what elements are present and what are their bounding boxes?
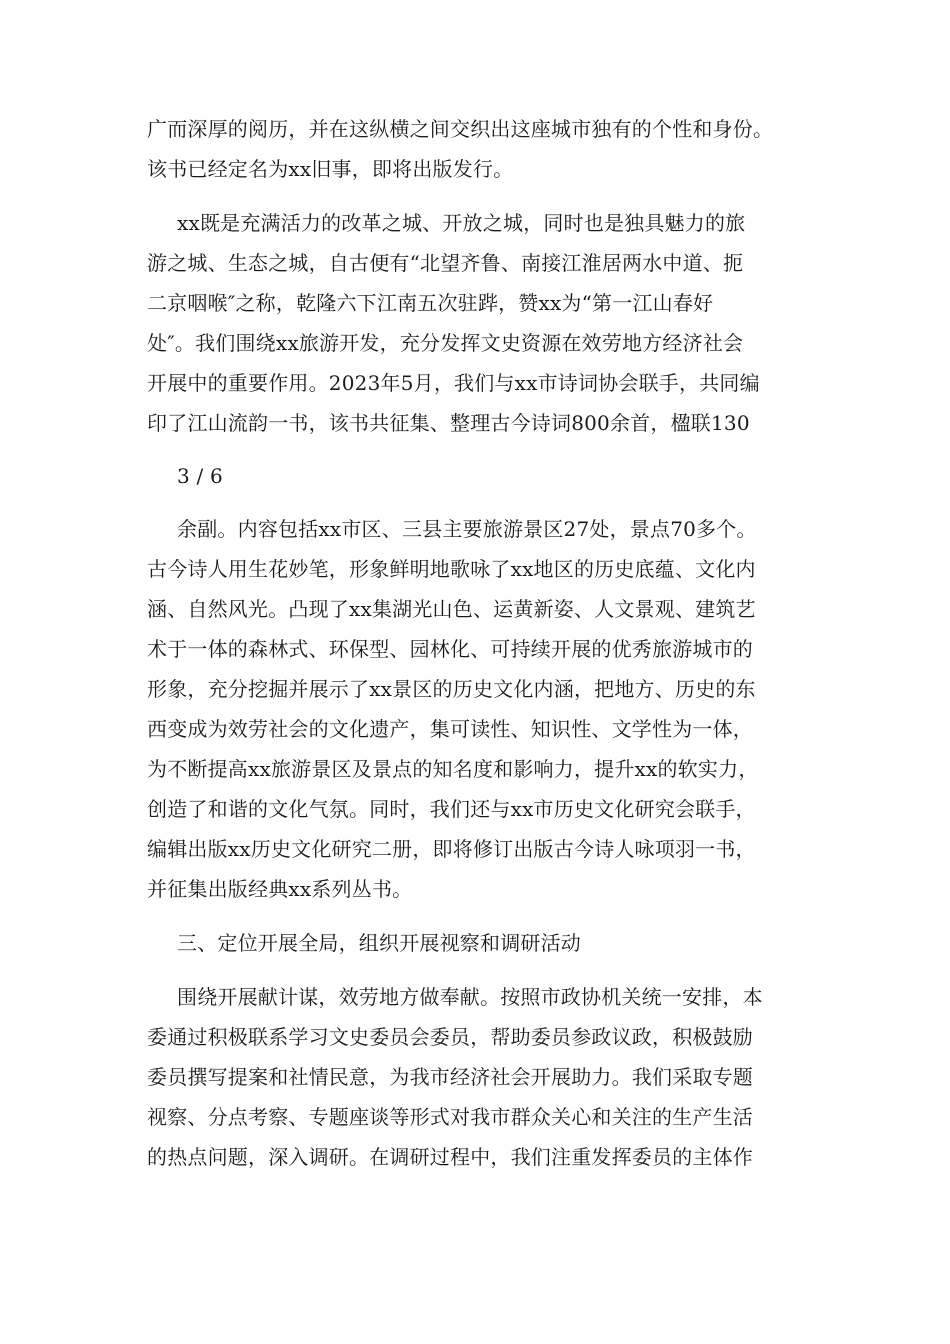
- text-line: 处″。我们围绕xx旅游开发，充分发挥文史资源在效劳地方经济社会: [147, 331, 744, 355]
- text-line: 的热点问题，深入调研。在调研过程中，我们注重发挥委员的主体作: [147, 1145, 753, 1169]
- paragraph-first-line: xx既是充满活力的改革之城、开放之城，同时也是独具魅力的旅: [177, 211, 746, 235]
- text-line: 西变成为效劳社会的文化遗产，集可读性、知识性、文学性为一体，: [147, 717, 753, 741]
- section-heading: 三、定位开展全局，组织开展视察和调研活动: [177, 931, 581, 955]
- text-line: 创造了和谐的文化气氛。同时，我们还与xx市历史文化研究会联手，: [147, 797, 756, 821]
- text-line: 开展中的重要作用。2023年5月，我们与xx市诗词协会联手，共同编: [147, 371, 760, 395]
- text-line: 编辑出版xx历史文化研究二册，即将修订出版古今诗人咏项羽一书，: [147, 837, 756, 861]
- text-line: 广而深厚的阅历，并在这纵横之间交织出这座城市独有的个性和身份。: [147, 117, 774, 141]
- text-line: 术于一体的森林式、环保型、园林化、可持续开展的优秀旅游城市的: [147, 637, 753, 661]
- text-line: 二京咽喉″之称，乾隆六下江南五次驻跸，赞xx为“第一江山春好: [147, 291, 714, 315]
- text-line: 该书已经定名为xx旧事，即将出版发行。: [147, 157, 514, 181]
- text-line: 并征集出版经典xx系列丛书。: [147, 877, 413, 901]
- page-number: 3 / 6: [177, 464, 223, 488]
- text-line: 委通过积极联系学习文史委员会委员，帮助委员参政议政，积极鼓励: [147, 1025, 753, 1049]
- text-line: 印了江山流韵一书，该书共征集、整理古今诗词800余首，楹联130: [147, 411, 750, 435]
- text-line: 视察、分点考察、专题座谈等形式对我市群众关心和关注的生产生活: [147, 1105, 753, 1129]
- text-line: 涵、自然风光。凸现了xx集湖光山色、运黄新姿、人文景观、建筑艺: [147, 597, 756, 621]
- paragraph-first-line: 围绕开展献计谋，效劳地方做奉献。按照市政协机关统一安排，本: [177, 985, 763, 1009]
- text-line: 为不断提高xx旅游景区及景点的知名度和影响力，提升xx的软实力，: [147, 757, 759, 781]
- text-line: 委员撰写提案和社情民意，为我市经济社会开展助力。我们采取专题: [147, 1065, 753, 1089]
- text-line: 古今诗人用生花妙笔，形象鲜明地歌咏了xx地区的历史底蕴、文化内: [147, 557, 756, 581]
- text-line: 形象，充分挖掘并展示了xx景区的历史文化内涵，把地方、历史的东: [147, 677, 756, 701]
- text-line: 游之城、生态之城，自古便有“北望齐鲁、南接江淮居两水中道、扼: [147, 251, 744, 275]
- paragraph-first-line: 余副。内容包括xx市区、三县主要旅游景区27处，景点70多个。: [177, 517, 757, 541]
